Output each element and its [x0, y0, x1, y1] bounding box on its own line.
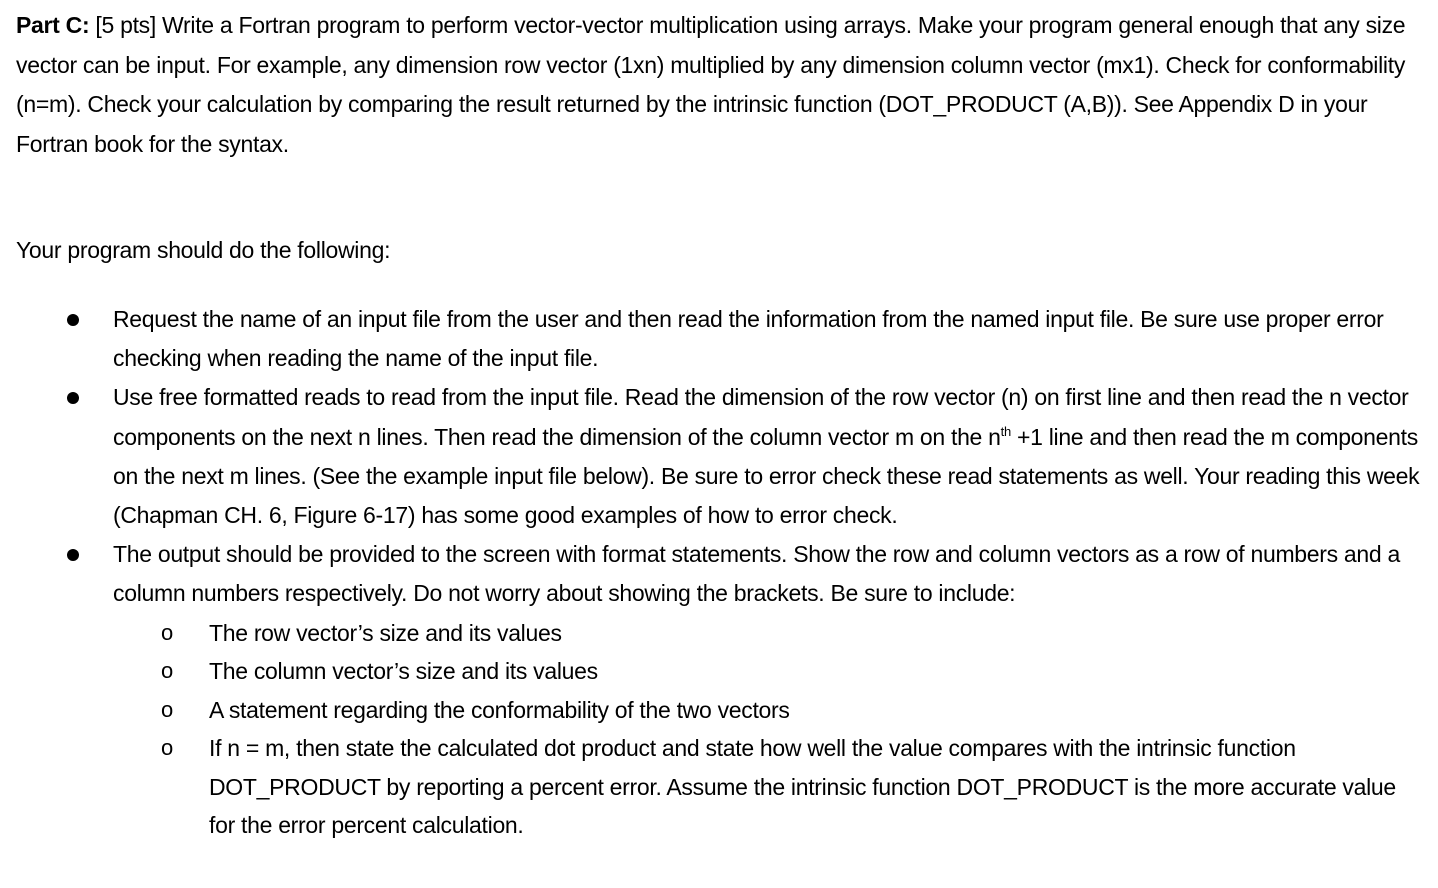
sub-item-text: The column vector’s size and its values — [209, 658, 598, 685]
bullet-dot-icon — [67, 314, 79, 326]
sub-marker-icon: o — [161, 658, 173, 684]
sub-item — [0, 691, 1438, 730]
part-c-intro — [16, 6, 1426, 164]
requirements-lead: Your program should do the following: — [16, 237, 391, 263]
part-label: Part C: — [16, 12, 90, 38]
sub-item-text: If n = m, then state the calculated dot product and state how well the value compares with the intrinsic function DOT_PRODUCT by reporting a percent error. Assume the intrinsic function DOT_PRODUCT is the more accurate value for the error percent calculation. — [209, 735, 1396, 839]
bullet-dot-icon — [67, 392, 79, 404]
sub-item — [0, 652, 1438, 691]
bullet-item — [0, 300, 1438, 378]
bullet-text: The output should be provided to the screen with format statements. Show the row and column vectors as a row of numbers and a column numbers respectively. Do not worry about showing the brackets. Be sure to include: — [113, 541, 1400, 607]
sub-marker-icon: o — [161, 619, 173, 645]
sub-marker-icon: o — [161, 735, 173, 761]
bullet-text — [113, 378, 1438, 535]
bullet-text: Request the name of an input file from the user and then read the information from the named input file. Be sure use proper error checking when reading the name of the input file. — [113, 306, 1384, 372]
bullet-item — [0, 378, 1438, 535]
sub-item-text: A statement regarding the conformability of the two vectors — [209, 696, 790, 723]
bullet-text-part-b: +1 line and then read the m components on the next m lines. (See the example input file below). Be sure to error check these read statements as well. Your reading this week (Chapman CH. 6, Figure 6-17) has some good examples of how to error check. — [113, 423, 1420, 529]
sub-marker-icon: o — [161, 696, 173, 722]
bullet-item — [0, 535, 1438, 613]
part-description: [5 pts] Write a Fortran program to perform vector-vector multiplication using arrays. Make your program general enough that any size vector can be input. For example, any dimension row vector (1xn) multiplied by any dimension column vector (mx1). Check for conformability (n=m). Check your calculation by comparing the result returned by the intrinsic function (DOT_PRODUCT (A,B)). See Appendix D in your Fortran book for the syntax. — [16, 12, 1406, 157]
bullet-text-part-a: Use free formatted reads to read from the input file. Read the dimension of the row vector (n) on first line and then read the n vector components on the next n lines. Then read the dimension of the column vector m on the n — [113, 384, 1409, 450]
sub-item — [0, 729, 1438, 845]
sub-item — [0, 614, 1438, 653]
bullet-dot-icon — [67, 549, 79, 561]
requirements-list — [0, 300, 1438, 845]
sub-item-text: The row vector’s size and its values — [209, 619, 562, 646]
superscript: th — [1000, 423, 1011, 439]
